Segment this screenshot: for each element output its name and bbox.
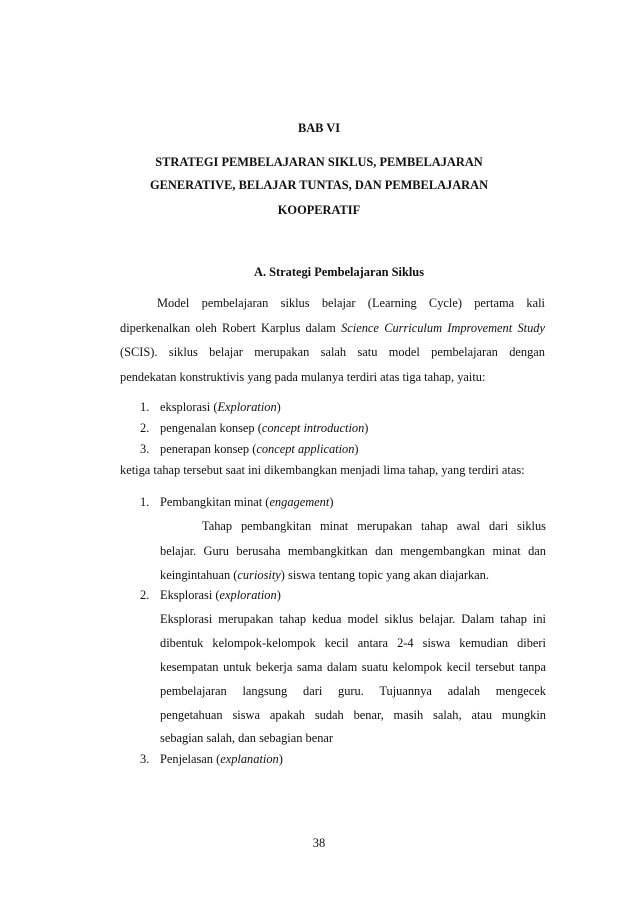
intro-line-4: pendekatan konstruktivis yang pada mulanya terdiri atas tiga tahap, yaitu: — [120, 370, 486, 384]
intro-line-2: diperkenalkan oleh Robert Karplus dalam Science Curriculum Improvement Study — [120, 321, 545, 335]
chapter-title-line-3: KOOPERATIF — [277, 203, 361, 217]
list-number: 3. — [140, 442, 150, 456]
chapter-title-line-2: GENERATIVE, BELAJAR TUNTAS, DAN PEMBELAJARAN — [149, 178, 489, 192]
list-item — [140, 442, 359, 457]
list-number: 2. — [140, 588, 150, 602]
stage-2-line-1: Eksplorasi merupakan tahap kedua model siklus belajar. Dalam tahap ini — [160, 612, 546, 626]
stage-2-line-6: sebagian salah, dan sebagian benar — [160, 731, 334, 745]
list-number: 3. — [140, 752, 150, 766]
intro-line-1: Model pembelajaran siklus belajar (Learning Cycle) pertama kali — [157, 296, 545, 310]
stage-1-line-1: Tahap pembangkitan minat merupakan tahap awal dari siklus — [202, 519, 546, 533]
stage-1-line-2: belajar. Guru berusaha membangkitkan dan mengembangkan minat dan — [160, 544, 546, 558]
list-number: 1. — [140, 400, 150, 414]
stage-2-line-5: pengetahuan siswa apakah sudah benar, masih salah, atau mungkin — [160, 708, 546, 722]
list-text: penerapan konsep (concept application) — [160, 442, 359, 456]
stage-2-line-3: kesempatan untuk bekerja sama dalam suatu kelompok kecil tersebut tanpa — [160, 660, 546, 674]
chapter-title-line-1: STRATEGI PEMBELAJARAN SIKLUS, PEMBELAJARAN — [155, 155, 483, 169]
page-number: 38 — [312, 836, 326, 850]
intro-line-3: (SCIS). siklus belajar merupakan salah satu model pembelajaran dengan — [120, 345, 545, 359]
chapter-label: BAB VI — [297, 121, 341, 135]
stage-2-heading: 2. Eksplorasi (exploration) — [140, 588, 281, 602]
stage-2-line-2: dibentuk kelompok-kelompok kecil antara 2-4 siswa kemudian diberi — [160, 636, 546, 650]
transition-text: ketiga tahap tersebut saat ini dikembangkan menjadi lima tahap, yang terdiri atas: — [120, 463, 525, 477]
stage-1-heading: 1. Pembangkitan minat (engagement) — [140, 495, 334, 509]
stage-3-heading: 3. Penjelasan (explanation) — [140, 752, 283, 766]
list-item — [140, 421, 369, 436]
stage-1-line-3: keingintahuan (curiosity) siswa tentang topic yang akan diajarkan. — [160, 568, 489, 582]
list-text: pengenalan konsep (concept introduction) — [160, 421, 369, 435]
list-item — [140, 400, 281, 415]
section-heading: A. Strategi Pembelajaran Siklus — [254, 265, 425, 279]
list-number: 1. — [140, 495, 150, 509]
stage-2-line-4: pembelajaran langsung dari guru. Tujuannya adalah mengecek — [160, 684, 546, 698]
list-number: 2. — [140, 421, 150, 435]
list-text: eksplorasi (Exploration) — [160, 400, 281, 414]
